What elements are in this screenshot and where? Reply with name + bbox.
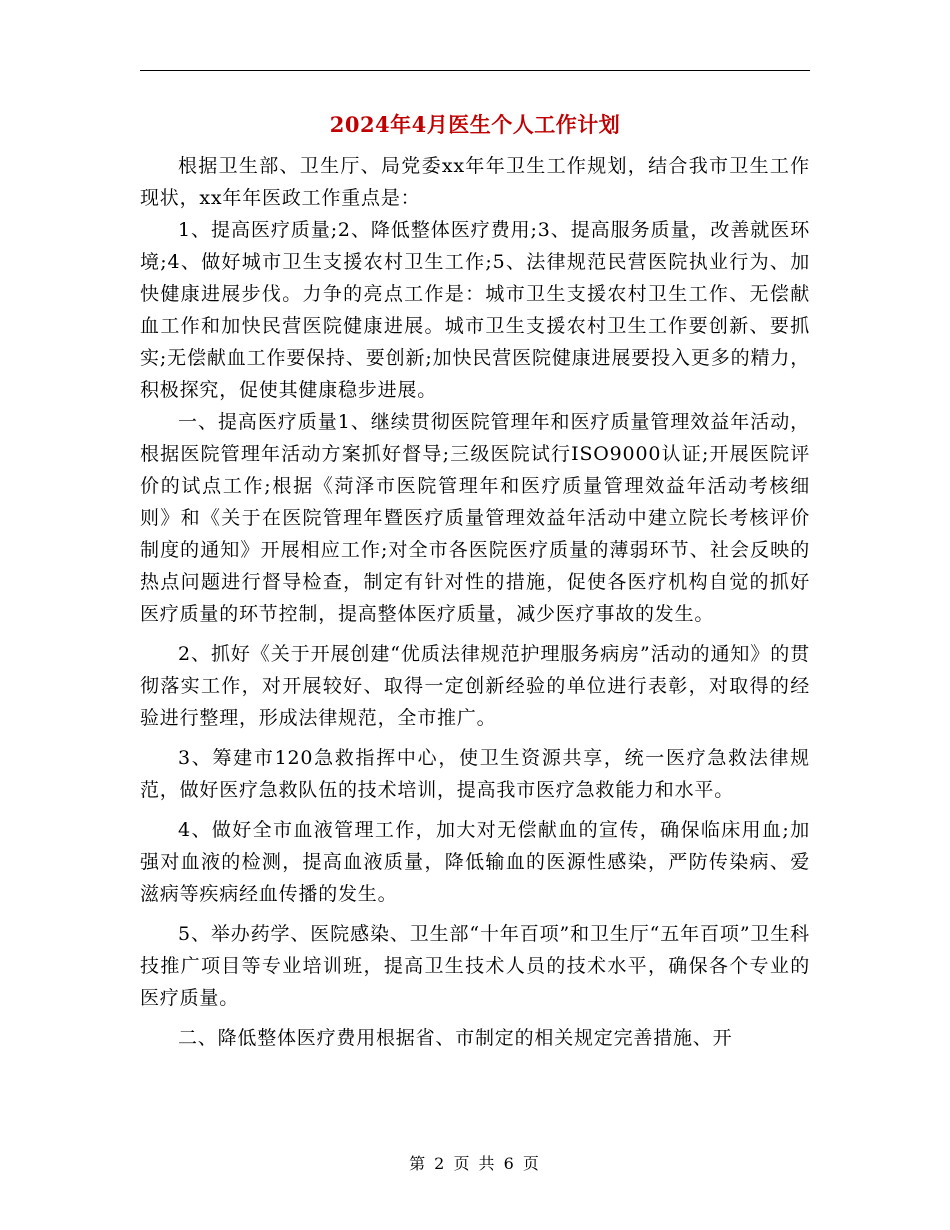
header-rule xyxy=(140,70,810,71)
page-number: 第 2 页 共 6 页 xyxy=(409,1154,541,1173)
paragraph-item-2: 2、抓好《关于开展创建“优质法律规范护理服务病房”活动的通知》的贯彻落实工作，对开展较好、取得一定创新经验的单位进行表彰，对取得的经验进行整理，形成法律规范，全市推广。 xyxy=(140,643,810,729)
paragraph-item-5: 5、举办药学、医院感染、卫生部“十年百项”和卫生厅“五年百项”卫生科技推广项目等专业培训班，提高卫生技术人员的技术水平，确保各个专业的医疗质量。 xyxy=(140,923,810,1009)
paragraph-key-points: 1、提高医疗质量;2、降低整体医疗费用;3、提高服务质量，改善就医环境;4、做好城市卫生支援农村卫生工作;5、法律规范民营医院执业行为、加快健康进展步伐。力争的亮点工作是：城市卫生支援农村卫生工作、无偿献血工作和加快民营医院健康进展。城市卫生支援农村卫生工作要创新、要抓实;无偿献血工作要保持、要创新;加快民营医院健康进展要投入更多的精力，积极探究，促使其健康稳步进展。 xyxy=(140,219,810,401)
paragraph-intro: 根据卫生部、卫生厅、局党委xx年年卫生工作规划，结合我市卫生工作现状，xx年年医政工作重点是： xyxy=(140,155,810,209)
document-title: 2024年4月医生个人工作计划 xyxy=(329,112,621,137)
paragraph-section-1: 一、提高医疗质量1、继续贯彻医院管理年和医疗质量管理效益年活动，根据医院管理年活动方案抓好督导;三级医院试行ISO9000认证;开展医院评价的试点工作;根据《菏泽市医院管理年和医疗质量管理效益年活动考核细则》和《关于在医院管理年暨医疗质量管理效益年活动中建立院长考核评价制度的通知》开展相应工作;对全市各医院医疗质量的薄弱环节、社会反映的热点问题进行督导检查，制定有针对性的措施，促使各医疗机构自觉的抓好医疗质量的环节控制，提高整体医疗质量，减少医疗事故的发生。 xyxy=(140,411,810,625)
paragraph-item-3: 3、筹建市120急救指挥中心，使卫生资源共享，统一医疗急救法律规范，做好医疗急救队伍的技术培训，提高我市医疗急救能力和水平。 xyxy=(140,747,810,801)
paragraph-item-4: 4、做好全市血液管理工作，加大对无偿献血的宣传，确保临床用血;加强对血液的检测，提高血液质量，降低输血的医源性感染，严防传染病、爱滋病等疾病经血传播的发生。 xyxy=(140,819,810,905)
paragraph-section-2: 二、降低整体医疗费用根据省、市制定的相关规定完善措施、开 xyxy=(178,1027,733,1049)
document-body xyxy=(140,150,810,1054)
